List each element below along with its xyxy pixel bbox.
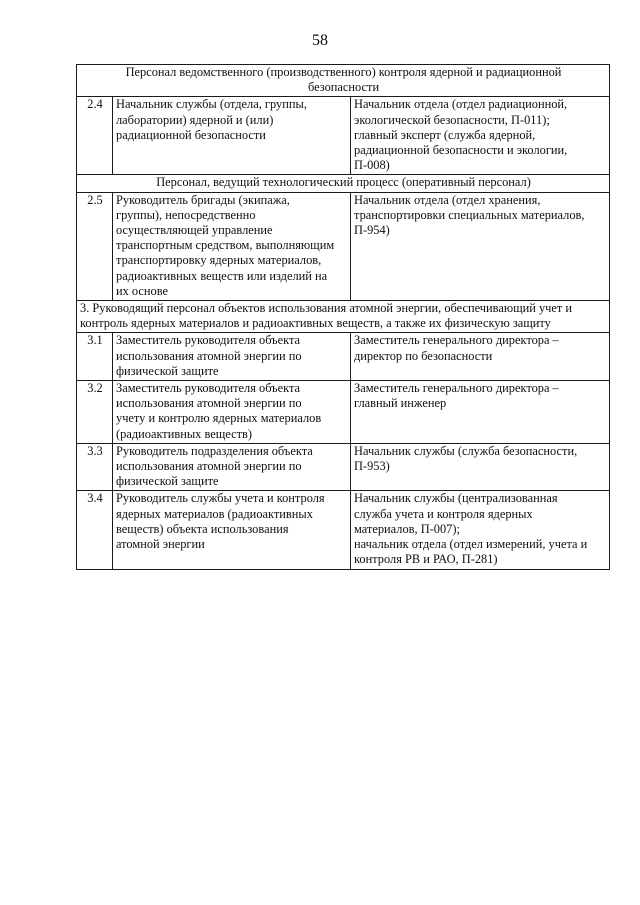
- position-line: радиационной безопасности: [116, 127, 266, 142]
- position-line: Заместитель руководителя объекта: [116, 381, 301, 396]
- row-number: 2.4: [77, 97, 113, 175]
- authority-line: материалов, П-007);: [354, 521, 460, 536]
- authority-line: Начальник службы (служба безопасности,: [354, 443, 578, 458]
- authority-cell: [351, 97, 610, 175]
- position-cell: [113, 491, 351, 569]
- position-line: лаборатории) ядерной и (или): [116, 112, 274, 127]
- authority-line: транспортировки специальных материалов,: [354, 207, 585, 222]
- table-row: [77, 381, 610, 444]
- table-row: [77, 97, 610, 175]
- position-cell: [113, 381, 351, 444]
- position-line: Начальник службы (отдела, группы,: [116, 97, 307, 112]
- authority-line: Начальник отдела (отдел хранения,: [354, 192, 541, 207]
- section-header-control-personnel: [77, 65, 610, 97]
- section-line: Персонал ведомственного (производственного) контроля ядерной и радиационной: [125, 65, 562, 79]
- table-row: [77, 192, 610, 300]
- position-line: Руководитель подразделения объекта: [116, 443, 313, 458]
- authority-cell: [351, 192, 610, 300]
- authority-cell: [351, 491, 610, 569]
- position-line: их основе: [116, 283, 169, 298]
- position-line: учету и контролю ядерных материалов: [116, 411, 322, 426]
- authority-line: Начальник отдела (отдел радиационной,: [354, 97, 568, 112]
- position-line: группы), непосредственно: [116, 207, 256, 222]
- row-number: 2.5: [77, 192, 113, 300]
- position-line: (радиоактивных веществ): [116, 426, 252, 441]
- position-line: Руководитель службы учета и контроля: [116, 491, 325, 506]
- authority-line: экологической безопасности, П-011);: [354, 112, 550, 127]
- page-number: 58: [312, 32, 328, 49]
- row-number: 3.3: [77, 443, 113, 491]
- position-line: осуществляющей управление: [116, 223, 273, 238]
- authority-cell: [351, 443, 610, 491]
- authority-line: служба учета и контроля ядерных: [354, 506, 533, 521]
- table-row: [77, 333, 610, 381]
- position-line: веществ) объекта использования: [116, 521, 289, 536]
- row-number: 3.2: [77, 381, 113, 444]
- position-line: транспортным средством, выполняющим: [116, 238, 335, 253]
- personnel-table: [76, 64, 610, 570]
- position-line: радиоактивных веществ или изделий на: [116, 268, 328, 283]
- section-line: контроль ядерных материалов и радиоактивных веществ, а также их физическую защиту: [80, 316, 551, 331]
- row-number: 3.4: [77, 491, 113, 569]
- section-header-row: [77, 65, 610, 97]
- authority-line: Начальник службы (централизованная: [354, 491, 558, 506]
- position-line: использования атомной энергии по: [116, 396, 302, 411]
- section-header-operational-personnel: [77, 175, 610, 192]
- section-line: Персонал, ведущий технологический процесс (оперативный персонал): [156, 175, 531, 190]
- row-number: 3.1: [77, 333, 113, 381]
- section-line: 3. Руководящий персонал объектов использования атомной энергии, обеспечивающий учет и: [80, 301, 573, 316]
- position-line: Заместитель руководителя объекта: [116, 333, 301, 348]
- authority-line: П-953): [354, 459, 390, 474]
- authority-line: Заместитель генерального директора –: [354, 381, 559, 396]
- authority-line: директор по безопасности: [354, 348, 493, 363]
- position-line: транспортировку ядерных материалов,: [116, 253, 322, 268]
- position-line: Руководитель бригады (экипажа,: [116, 192, 290, 207]
- authority-cell: [351, 333, 610, 381]
- position-cell: [113, 333, 351, 381]
- section-header-row: [77, 175, 610, 192]
- authority-cell: [351, 381, 610, 444]
- position-line: использования атомной энергии по: [116, 459, 302, 474]
- position-line: физической защите: [116, 474, 219, 489]
- position-cell: [113, 97, 351, 175]
- authority-line: П-954): [354, 223, 390, 238]
- authority-line: Заместитель генерального директора –: [354, 333, 559, 348]
- authority-line: радиационной безопасности и экологии,: [354, 143, 568, 158]
- position-line: использования атомной энергии по: [116, 348, 302, 363]
- position-line: ядерных материалов (радиоактивных: [116, 506, 313, 521]
- section-header-row: [77, 301, 610, 333]
- position-line: атомной энергии: [116, 537, 205, 552]
- section-line: безопасности: [307, 80, 380, 95]
- section-header-management-personnel: [77, 301, 610, 333]
- table-row: [77, 491, 610, 569]
- authority-line: главный инженер: [354, 396, 447, 411]
- table-row: [77, 443, 610, 491]
- position-line: физической защите: [116, 363, 219, 378]
- authority-line: главный эксперт (служба ядерной,: [354, 127, 536, 142]
- position-cell: [113, 192, 351, 300]
- authority-line: начальник отдела (отдел измерений, учета и: [354, 537, 588, 552]
- position-cell: [113, 443, 351, 491]
- authority-line: П-008): [354, 158, 390, 173]
- authority-line: контроля РВ и РАО, П-281): [354, 552, 498, 567]
